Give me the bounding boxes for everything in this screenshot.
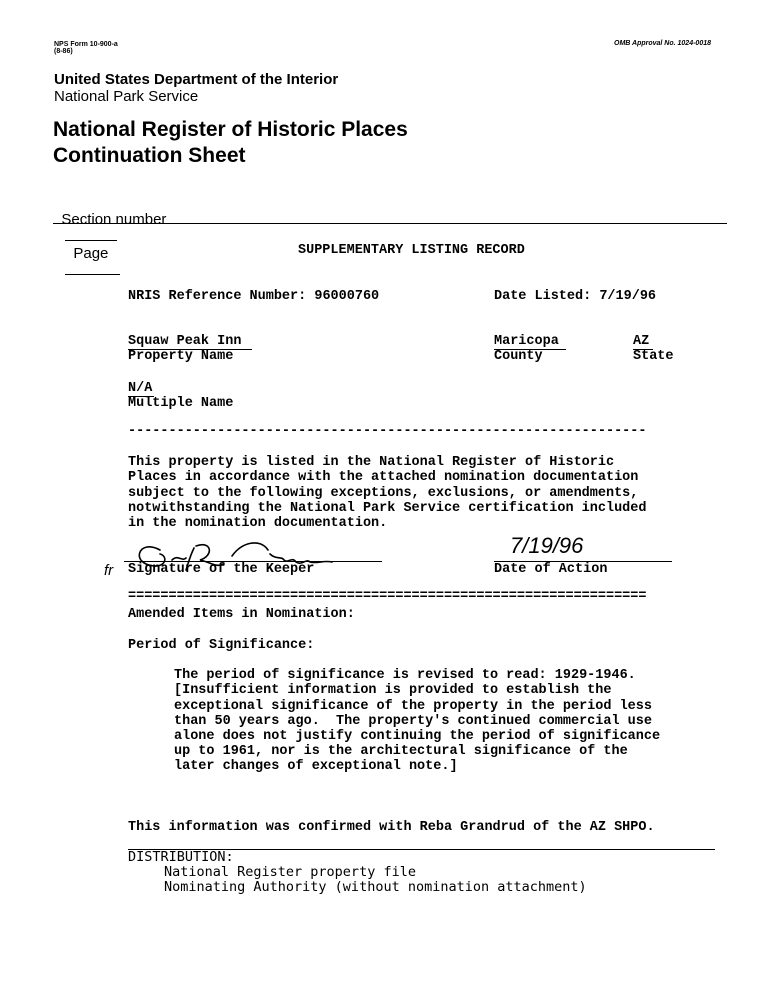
record-heading: SUPPLEMENTARY LISTING RECORD [298, 243, 525, 258]
nris-value: 96000760 [314, 289, 380, 304]
statement-line: subject to the following exceptions, exclusions, or amendments, [128, 485, 639, 501]
state-value: AZ [633, 334, 653, 350]
signature-label: Signature of the Keeper [128, 562, 315, 577]
action-date-handwritten: 7/19/96 [510, 533, 584, 558]
page-field[interactable] [65, 273, 120, 275]
period-line: than 50 years ago. The property's continued commercial use [174, 713, 652, 729]
date-listed-label: Date Listed: [494, 289, 592, 304]
multiple-name-value: N/A [128, 381, 153, 396]
listing-statement [128, 440, 646, 531]
form-date: (8-86) [54, 48, 73, 55]
nris-row [128, 289, 379, 304]
period-line: [Insufficient information is provided to establish the [174, 683, 612, 699]
property-name-value: Squaw Peak Inn [128, 334, 252, 350]
section-number-field[interactable] [65, 239, 117, 241]
statement-line: This property is listed in the National Register of Historic [128, 455, 615, 471]
department-name: United States Department of the Interior [54, 71, 339, 88]
section-row [53, 194, 166, 279]
period-text [174, 653, 660, 775]
multiple-name-label: Multiple Name [128, 396, 234, 411]
statement-line: notwithstanding the National Park Service certification included [128, 500, 647, 516]
form-number: NPS Form 10-900-a [54, 41, 118, 48]
omb-approval: OMB Approval No. 1024-0018 [614, 40, 711, 47]
period-line: later changes of exceptional note.] [174, 759, 458, 775]
dashed-separator: ---------------------------------------------------------------- [128, 424, 647, 439]
distribution-item: Nominating Authority (without nomination attachment) [164, 879, 587, 895]
statement-line: Places in accordance with the attached nomination documentation [128, 470, 639, 486]
period-line: The period of significance is revised to read: 1929-1946. [174, 668, 636, 684]
distribution-heading: DISTRIBUTION: [128, 849, 234, 865]
page-label: Page [73, 245, 109, 262]
property-name-label: Property Name [128, 349, 234, 364]
period-heading: Period of Significance: [128, 638, 315, 653]
date-listed-value: 7/19/96 [599, 289, 657, 304]
distribution-item: National Register property file [164, 864, 416, 880]
period-line: alone does not justify continuing the period of significance [174, 729, 661, 745]
form-title-line2: Continuation Sheet [53, 144, 246, 167]
form-title-line1: National Register of Historic Places [53, 118, 408, 141]
period-line: up to 1961, nor is the architectural significance of the [174, 744, 628, 760]
state-label: State [633, 349, 674, 364]
statement-line: in the nomination documentation. [128, 516, 388, 532]
county-label: County [494, 349, 543, 364]
header-rule [53, 223, 727, 224]
county-value: Maricopa [494, 334, 566, 350]
date-listed-row [494, 289, 656, 304]
section-number-label: Section number [61, 211, 167, 228]
agency-name: National Park Service [54, 88, 199, 105]
signature-prefix: fr [104, 562, 114, 579]
amended-heading: Amended Items in Nomination: [128, 607, 355, 622]
confirmation-statement: This information was confirmed with Reba Grandrud of the AZ SHPO. [128, 820, 655, 835]
double-separator: ================================================================ [128, 589, 647, 604]
period-line: exceptional significance of the property in the period less [174, 698, 652, 714]
nris-label: NRIS Reference Number: [128, 289, 307, 304]
date-of-action-label: Date of Action [494, 562, 608, 577]
